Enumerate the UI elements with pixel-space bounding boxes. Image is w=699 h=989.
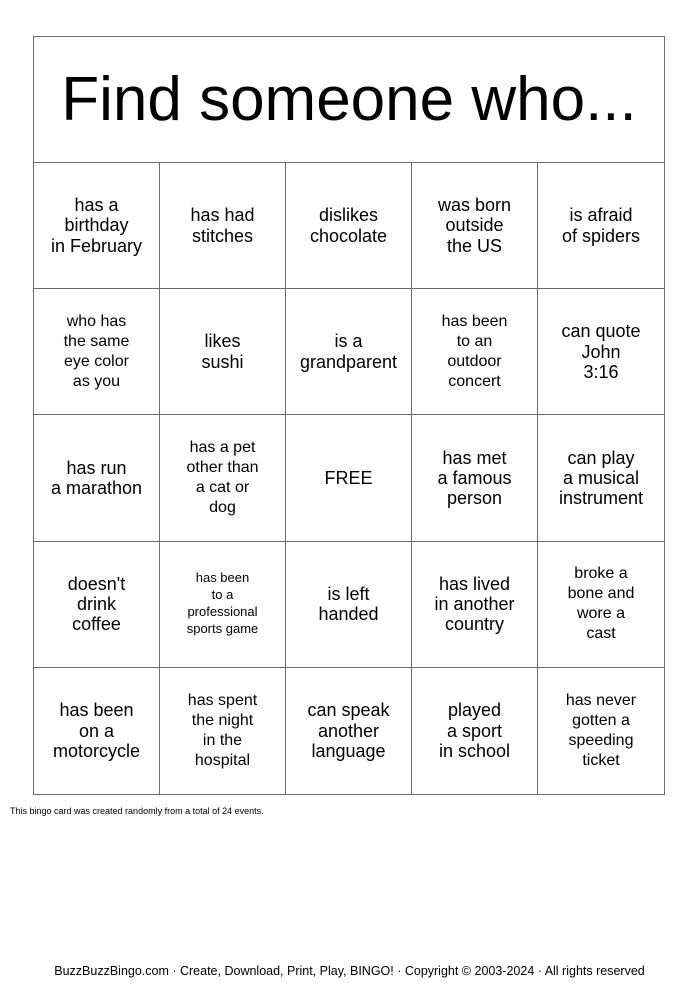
bingo-cell [34,542,160,668]
bingo-cell-text: has been on a motorcycle [52,700,141,762]
bingo-cell [538,415,664,541]
bingo-cell-text: has never gotten a speeding ticket [565,691,637,769]
bingo-cell-text: has a pet other than a cat or dog [186,438,259,516]
bingo-cell-text: doesn't drink coffee [67,573,126,635]
bingo-cell-text: can speak another language [307,700,390,762]
bingo-cell [412,163,538,289]
card-title-box [34,37,664,163]
bingo-cell [160,289,286,415]
bingo-cell [286,668,412,794]
bingo-cell-text: has had stitches [190,205,255,246]
bingo-cell-text: broke a bone and wore a cast [567,565,635,643]
bingo-cell [412,542,538,668]
bingo-cell-text: who has the same eye color as you [63,312,130,390]
bingo-cell-text: dislikes chocolate [309,205,388,246]
bingo-cell [34,289,160,415]
bingo-cell [34,163,160,289]
bingo-cell [286,163,412,289]
bingo-cell [538,289,664,415]
bingo-cell-text: has been to a professional sports game [186,570,259,637]
bingo-cell [160,542,286,668]
bingo-cell [160,415,286,541]
bingo-cell-text: has a birthday in February [50,195,143,256]
bingo-cell [34,668,160,794]
bingo-cell-text: has run a marathon [50,457,143,498]
bingo-cell-text: is a grandparent [299,331,398,372]
page-footer: BuzzBuzzBingo.com · Create, Download, Print, Play, BINGO! · Copyright © 2003-2024 · All rights reserved [54,964,645,978]
bingo-card [33,36,665,795]
bingo-cell [160,163,286,289]
bingo-cell-text: has lived in another country [434,573,515,635]
bingo-cell-text: has met a famous person [437,447,512,509]
bingo-cell [286,542,412,668]
bingo-cell [538,163,664,289]
bingo-cell [286,289,412,415]
bingo-cell-text: can play a musical instrument [558,447,644,509]
bingo-cell [412,289,538,415]
free-space-cell [286,415,412,541]
bingo-cell [538,668,664,794]
bingo-grid [34,163,664,794]
bingo-cell-text: has been to an outdoor concert [441,312,508,390]
bingo-cell-text: is left handed [318,583,379,625]
bingo-cell-text: has spent the night in the hospital [187,691,258,769]
card-title: Find someone who... [61,65,637,134]
bingo-cell-text: played a sport in school [438,700,511,762]
bingo-cell-text: can quote John 3:16 [561,321,641,382]
bingo-cell-text: is afraid of spiders [561,205,641,246]
bingo-cell [412,415,538,541]
bingo-cell-text: FREE [324,467,373,488]
bingo-cell [160,668,286,794]
bingo-cell [412,668,538,794]
bingo-cell-text: likes sushi [201,331,244,372]
card-note: This bingo card was created randomly from a total of 24 events. [10,806,264,816]
bingo-cell [538,542,664,668]
bingo-cell [34,415,160,541]
bingo-cell-text: was born outside the US [437,195,512,256]
